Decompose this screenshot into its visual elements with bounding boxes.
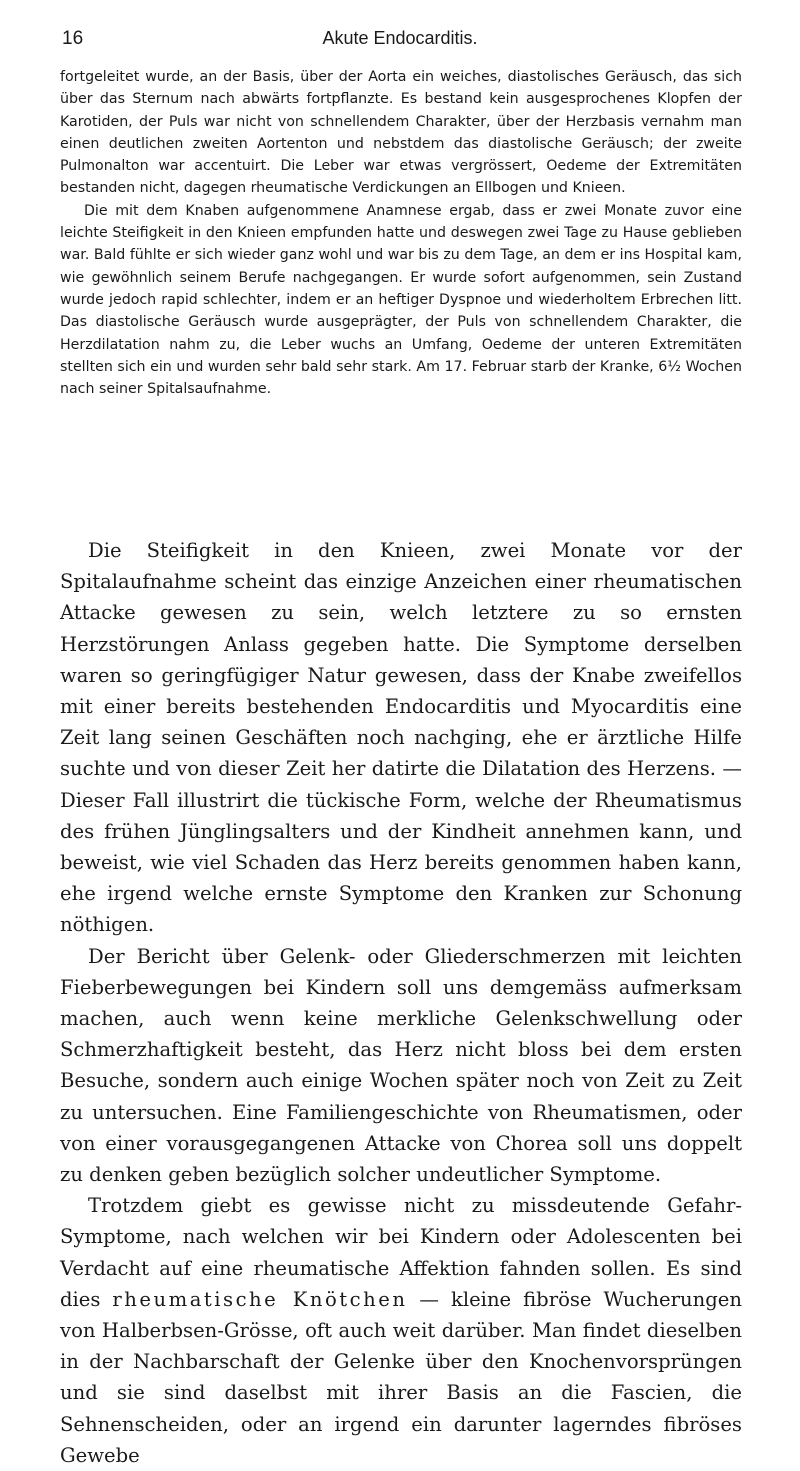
running-title: Akute Endocarditis.	[322, 28, 478, 48]
paragraph-3-end: — kleine fibröse Wucherungen von Halberbsen-Grösse, oft auch weit darüber. Man findet dieselben in der Nachbarschaft der Gelenke über den Knochenvorsprüngen und sie sind daselbst mit ihrer Basis an die Fascien, die Sehnenscheiden, oder an irgend ein darunter lagerndes fibröses Gewebe	[60, 1287, 742, 1467]
case-paragraph-1: fortgeleitet wurde, an der Basis, über der Aorta ein weiches, diastolisches Geräusch, das sich über das Sternum nach abwärts fortpflanzte. Es bestand kein ausgesprochenes Klopfen der Karotiden, der Puls war nicht von schnellendem Charakter, über der Herzbasis vernahm man einen deutlichen zweiten Aortenton und nebstdem das diastolische Geräusch; der zweite Pulmonalton war accentuirt. Die Leber war etwas vergrössert, Oedeme der Extremitäten bestanden nicht, dagegen rheumatische Verdickungen an Ellbogen und Knieen.	[60, 69, 742, 197]
main-paragraph-2: Der Bericht über Gelenk- oder Gliederschmerzen mit leichten Fieberbewegungen bei Kindern soll uns demgemäss aufmerksam machen, auch wenn keine merkliche Gelenkschwellung oder Schmerzhaftigkeit besteht, das Herz nicht bloss bei dem ersten Besuche, sondern auch einige Wochen später noch von Zeit zu Zeit zu untersuchen. Eine Familiengeschichte von Rheumatismen, oder von einer vorausgegangenen Attacke von Chorea soll uns doppelt zu denken geben bezüglich solcher undeutlicher Symptome.	[60, 944, 742, 1187]
paragraph-3-start: Trotzdem giebt es gewisse nicht zu missdeutende Gefahr-Symptome, nach welchen wir bei Kindern oder Adolescenten bei Verdacht auf eine rheumatische Affektion fahnden sollen. Es sind dies	[60, 1194, 742, 1311]
main-paragraph-3	[60, 1190, 742, 1471]
main-text	[60, 535, 742, 1471]
spaced-term: rheumatische Knötchen	[112, 1287, 408, 1311]
page-number: 16	[62, 28, 84, 49]
case-report-small-print	[60, 66, 742, 400]
main-paragraph-1: Die Steifigkeit in den Knieen, zwei Monate vor der Spitalaufnahme scheint das einzige Anzeichen einer rheumatischen Attacke gewesen zu sein, welch letztere zu so ernsten Herzstörungen Anlass gegeben hatte. Die Symptome derselben waren so geringfügiger Natur gewesen, dass der Knabe zweifellos mit einer bereits bestehenden Endocarditis und Myocarditis eine Zeit lang seinen Geschäften noch nachging, ehe er ärztliche Hilfe suchte und von dieser Zeit her datirte die Dilatation des Herzens. — Dieser Fall illustrirt die tückische Form, welche der Rheumatismus des frühen Jünglingsalters und der Kindheit annehmen kann, und beweist, wie viel Schaden das Herz bereits genommen haben kann, ehe irgend welche ernste Symptome den Kranken zur Schonung nöthigen.	[60, 539, 742, 937]
page-header	[62, 28, 738, 52]
case-paragraph-2: Die mit dem Knaben aufgenommene Anamnese ergab, dass er zwei Monate zuvor eine leichte Steifigkeit in den Knieen empfunden hatte und deswegen zwei Tage zu Hause geblieben war. Bald fühlte er sich wieder ganz wohl und war bis zu dem Tage, an dem er ins Hospital kam, wie gewöhnlich seinem Berufe nachgegangen. Er wurde sofort aufgenommen, sein Zustand wurde jedoch rapid schlechter, indem er an heftiger Dyspnoe und wiederholtem Erbrechen litt. Das diastolische Geräusch wurde ausgeprägter, der Puls von schnellendem Charakter, die Herzdilatation nahm zu, die Leber wuchs an Umfang, Oedeme der unteren Extremitäten stellten sich ein und wurden sehr bald sehr stark. Am 17. Februar starb der Kranke, 6½ Wochen nach seiner Spitalsaufnahme.	[60, 202, 742, 398]
